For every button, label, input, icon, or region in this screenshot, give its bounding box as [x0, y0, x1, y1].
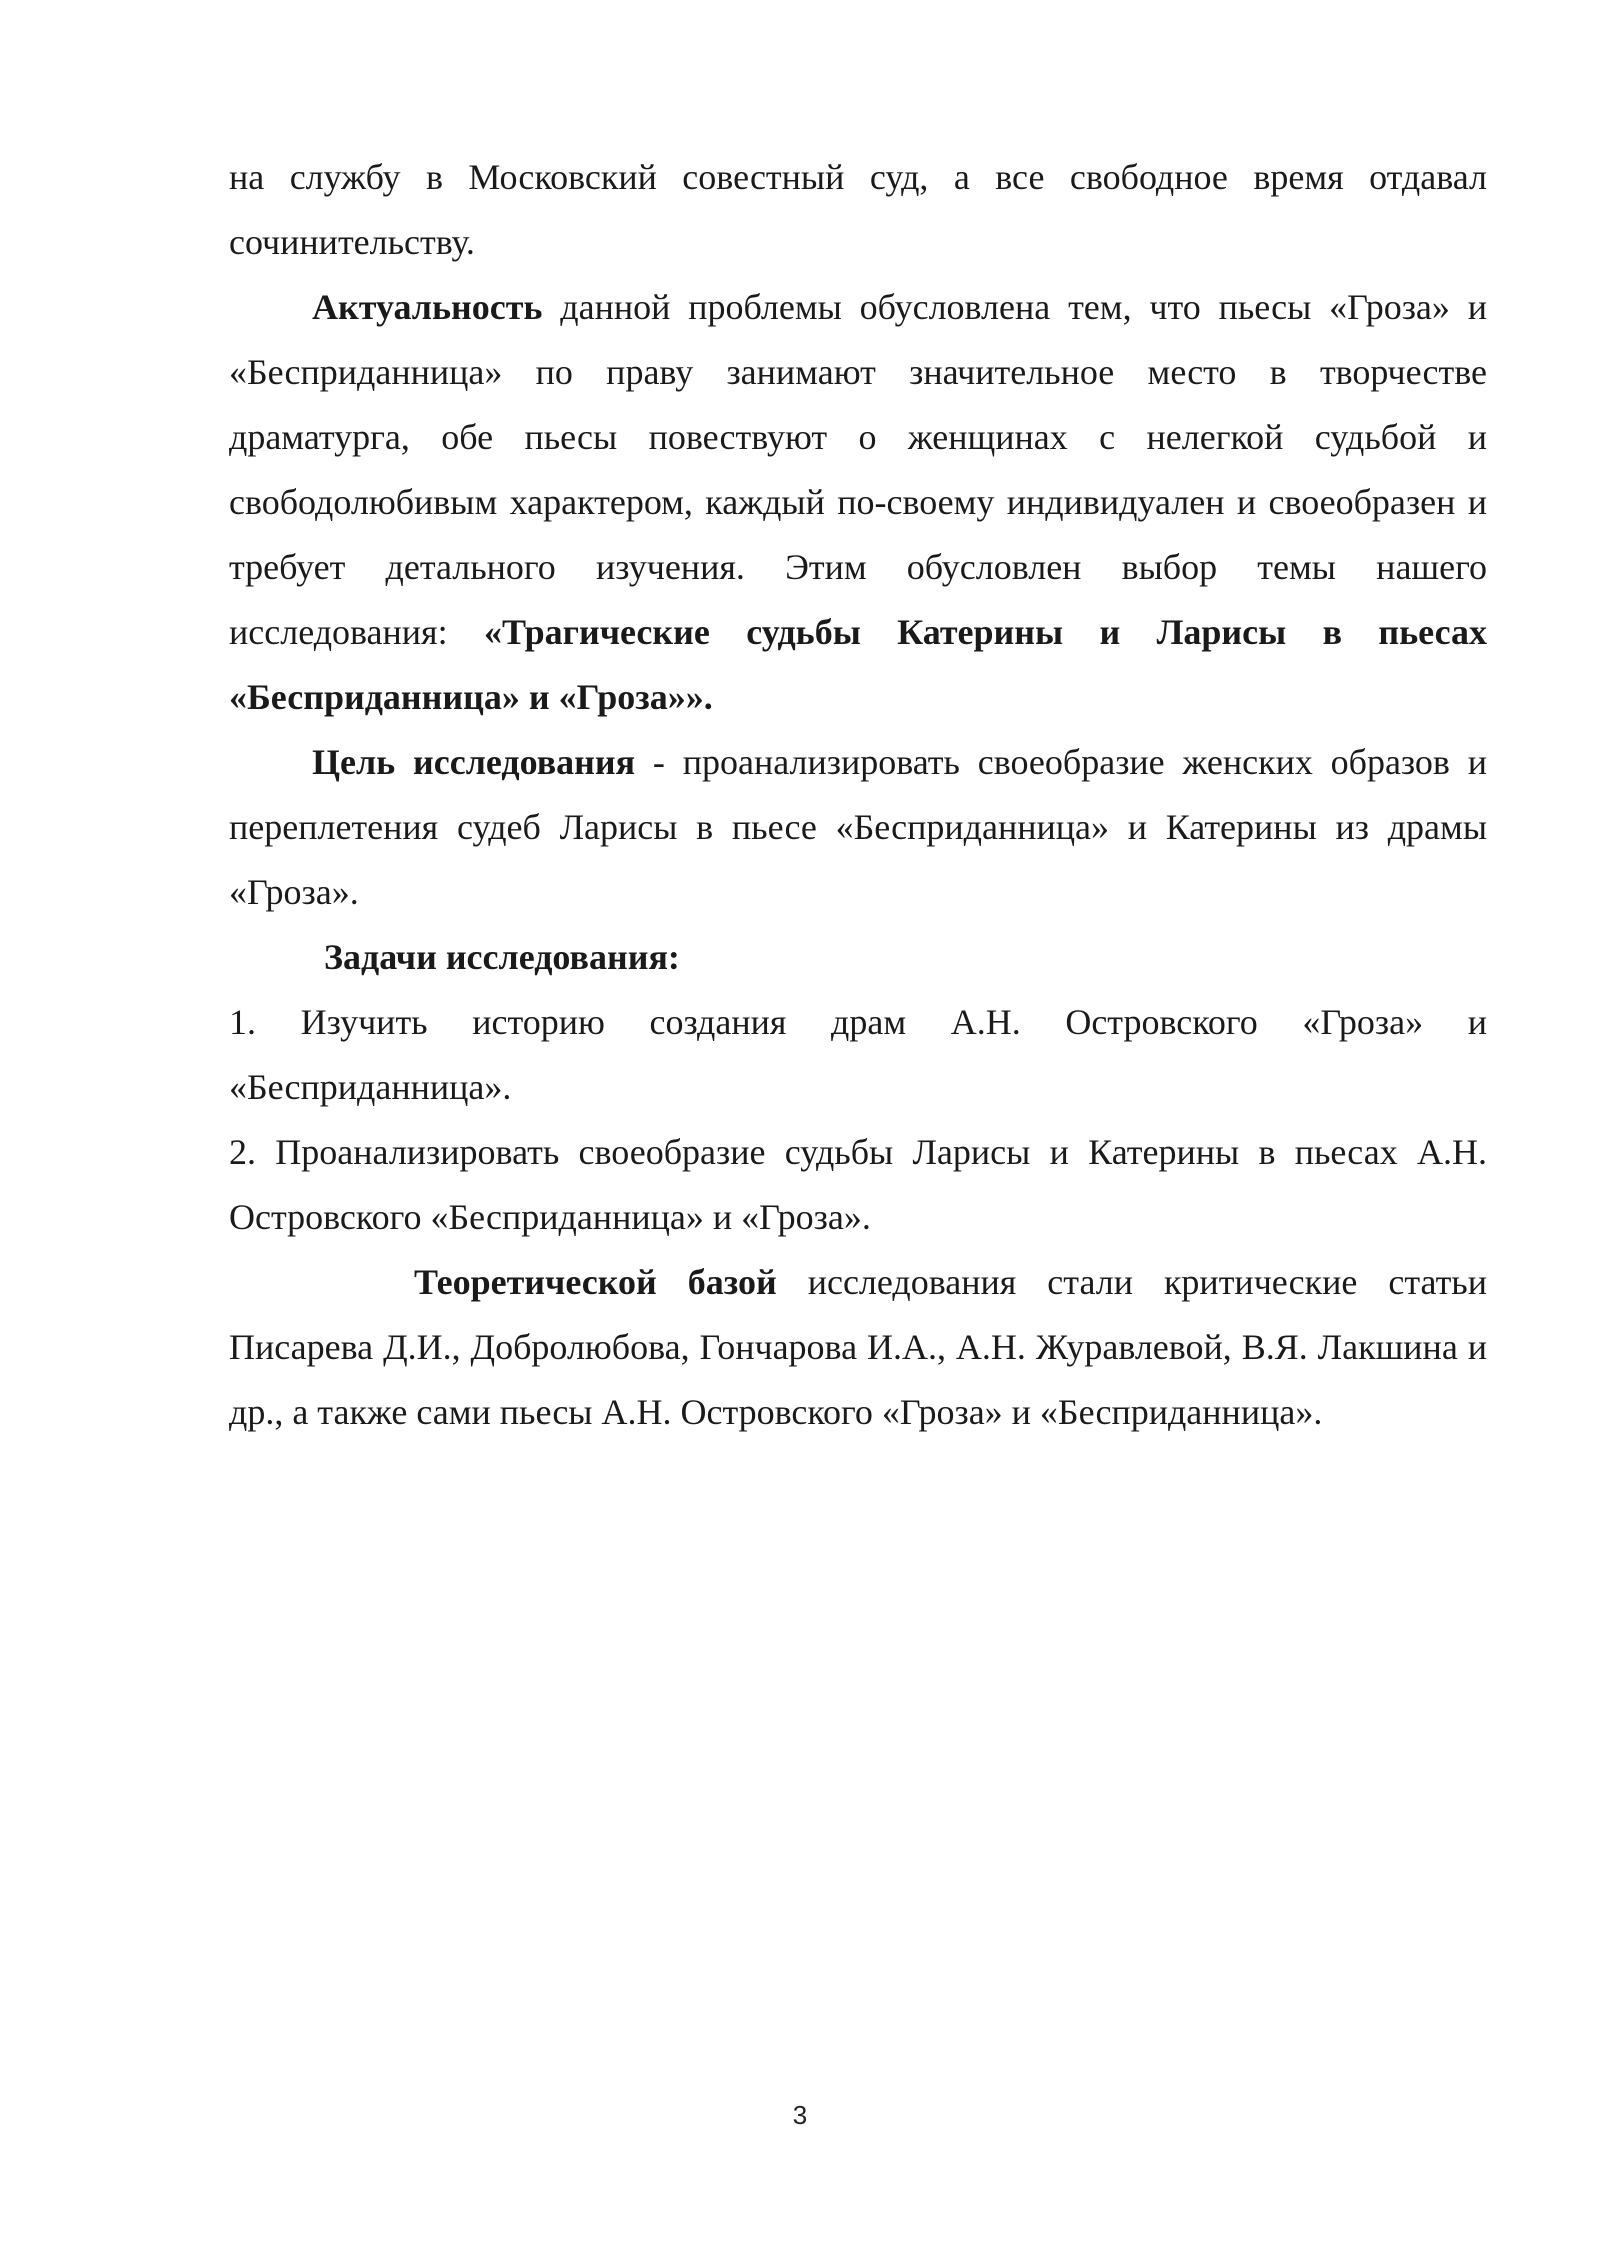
goal-text: - проанализировать своеобразие женских образов и переплетения судеб Ларисы в пьесе «Бесприданница» и Катерины из драмы «Гроза». [229, 742, 1487, 912]
relevance-label: Актуальность [312, 287, 543, 327]
paragraph-theory [229, 1250, 1487, 1445]
research-topic: «Трагические судьбы Катерины и Ларисы в пьесах «Бесприданница» и «Гроза»». [229, 612, 1487, 717]
task-item-1: 1. Изучить историю создания драм А.Н. Островского «Гроза» и «Бесприданница». [229, 1002, 1487, 1107]
tasks-heading: Задачи исследования: [324, 937, 680, 977]
page-number: 3 [792, 2100, 808, 2130]
body-text [229, 145, 1487, 1445]
goal-label: Цель исследования [312, 742, 636, 782]
relevance-text: данной проблемы обусловлена тем, что пьесы «Гроза» и «Бесприданница» по праву занимают значительное место в творчестве драматурга, обе пьесы повествуют о женщинах с нелегкой судьбой и свободолюбивым характером, каждый по-своему индивидуален и своеобразен и требует детального изучения. Этим обусловлен выбор темы нашего исследования: [229, 287, 1487, 652]
paragraph-service: на службу в Московский совестный суд, а все свободное время отдавал сочинительству. [229, 157, 1487, 262]
theory-text: исследования стали критические статьи Писарева Д.И., Добролюбова, Гончарова И.А., А.Н. Журавлевой, В.Я. Лакшина и др., а также сами пьесы А.Н. Островского «Гроза» и «Бесприданница». [229, 1262, 1487, 1432]
theory-label: Теоретической базой [414, 1262, 777, 1302]
paragraph-goal [229, 730, 1487, 925]
paragraph-relevance [229, 275, 1487, 730]
task-item-2: 2. Проанализировать своеобразие судьбы Ларисы и Катерины в пьесах А.Н. Островского «Бесприданница» и «Гроза». [229, 1132, 1487, 1237]
